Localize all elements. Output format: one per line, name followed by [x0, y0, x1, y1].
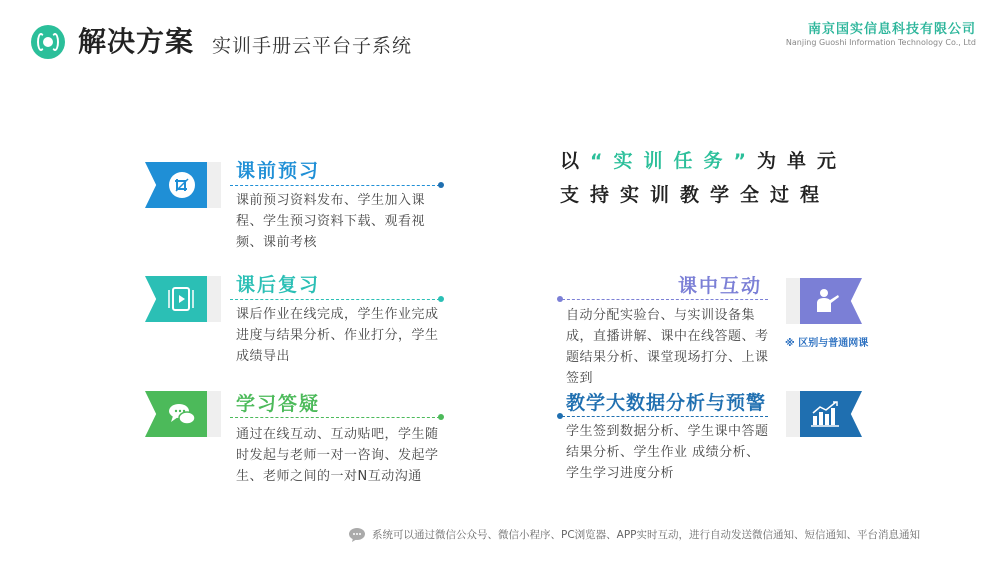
preview-description: 课前预习资料发布、学生加入课程、学生预习资料下载、观看视频、课前考核	[236, 193, 426, 250]
page-subtitle: 实训手册云平台子系统	[212, 35, 413, 57]
preview-badge	[145, 162, 207, 208]
company-name-cn: 南京国实信息科技有限公司	[807, 22, 976, 37]
center-line1-suffix: 为单元	[757, 150, 848, 172]
qa-title: 学习答疑	[236, 393, 321, 415]
preview-title: 课前预习	[236, 160, 321, 182]
logo-icon	[31, 25, 65, 59]
presenter-icon	[796, 278, 858, 324]
center-line1-highlight: “实训任务”	[590, 150, 757, 172]
preview-divider-dot	[438, 182, 444, 188]
chat-icon	[349, 528, 365, 542]
qa-divider	[230, 417, 440, 418]
note-distinction: ※ 区别与普通网课	[785, 338, 869, 349]
preview-divider	[230, 185, 440, 186]
analytics-badge	[800, 391, 862, 437]
page-title: 解决方案	[78, 25, 195, 58]
analytics-divider	[562, 416, 768, 417]
interaction-divider	[562, 299, 768, 300]
review-description: 课后作业在线完成，学生作业完成进度与结果分析、作业打分，学生成绩导出	[236, 307, 439, 364]
company-name-en: Nanjing Guoshi Information Technology Co., Ltd	[785, 38, 976, 47]
bar-chart-icon	[796, 391, 858, 437]
interaction-badge	[800, 278, 862, 324]
qa-divider-dot	[438, 414, 444, 420]
interaction-title: 课中互动	[678, 275, 763, 297]
review-divider-dot	[438, 296, 444, 302]
video-board-icon	[149, 276, 211, 322]
chat-bubbles-icon	[149, 391, 211, 437]
footer-note: 系统可以通过微信公众号、微信小程序、PC浏览器、APP实时互动，进行自动发送微信通知、短信通知、平台消息通知	[372, 529, 921, 541]
center-headline-line2: 支持实训教学全过程	[560, 184, 831, 206]
crop-icon	[149, 162, 211, 208]
review-title: 课后复习	[236, 274, 321, 296]
review-badge	[145, 276, 207, 322]
center-line1-prefix: 以	[560, 150, 591, 172]
qa-badge	[145, 391, 207, 437]
interaction-description: 自动分配实验台、与实训设备集成，直播讲解、课中在线答题、考题结果分析、课堂现场打分、上课签到	[566, 308, 769, 386]
review-divider	[230, 299, 440, 300]
analytics-description: 学生签到数据分析、学生课中答题结果分析、学生作业 成绩分析、学生学习进度分析	[566, 424, 769, 481]
analytics-title: 教学大数据分析与预警	[566, 392, 767, 414]
center-headline-line1	[560, 149, 847, 173]
qa-description: 通过在线互动、互动贴吧，学生随时发起与老师一对一咨询、发起学生、老师之间的一对N互动沟通	[236, 427, 439, 484]
